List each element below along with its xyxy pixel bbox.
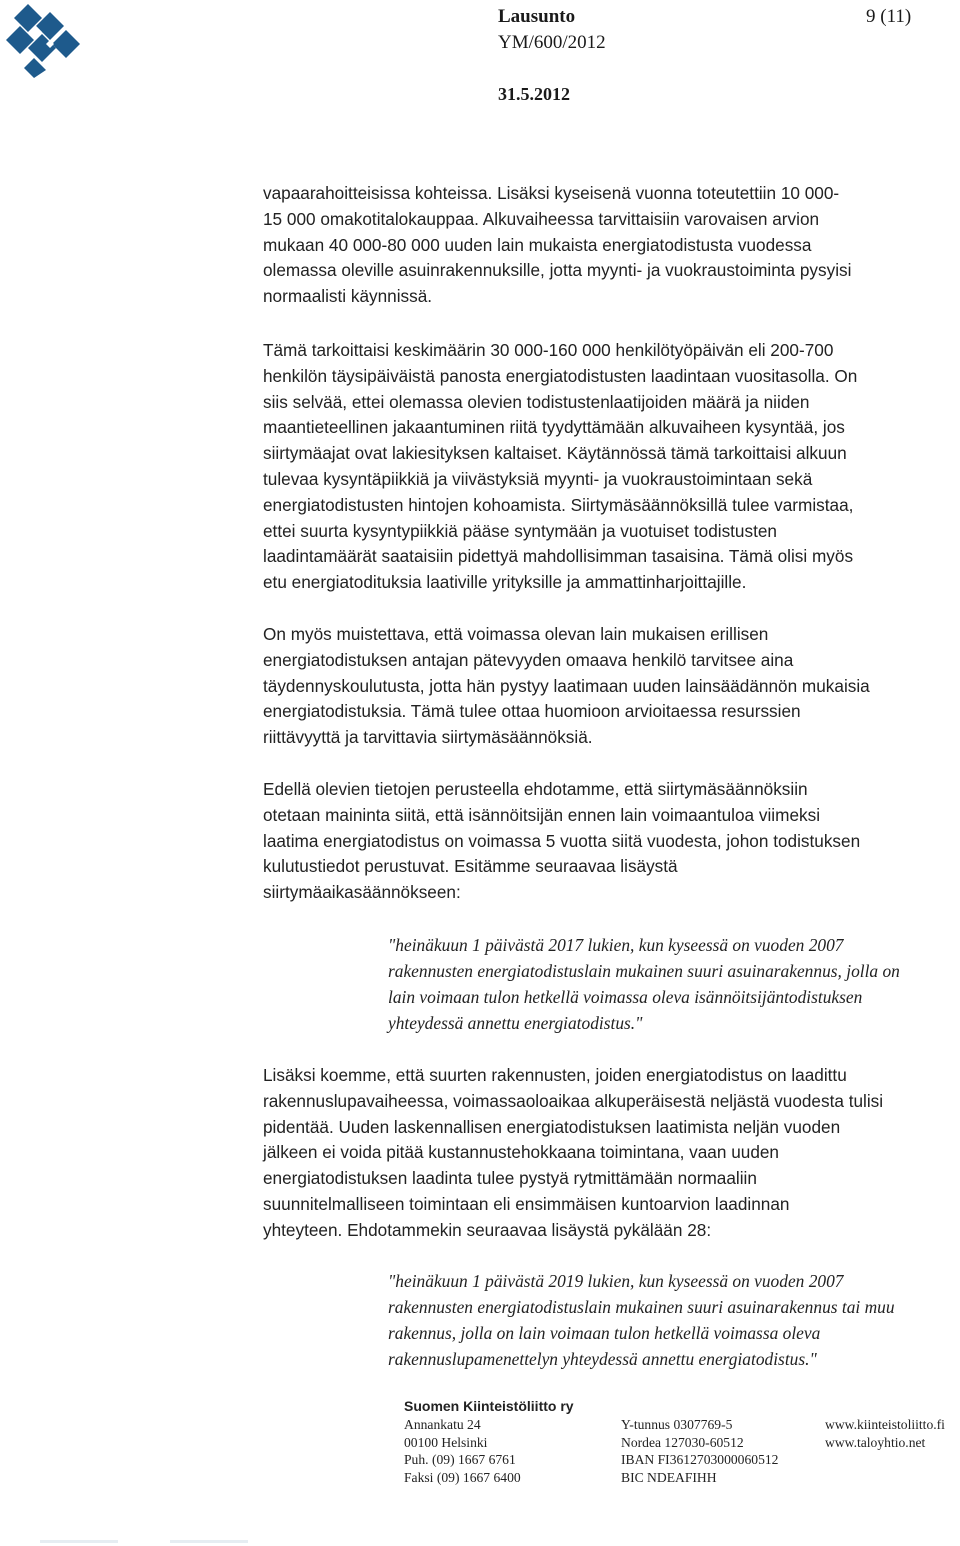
- text-line: Lisäksi koemme, että suurten rakennusten, joiden energiatodistus on laadittu: [263, 1065, 847, 1085]
- footer-line: Annankatu 24: [404, 1417, 481, 1432]
- organization-name: Suomen Kiinteistöliitto ry: [404, 1398, 574, 1414]
- text-line: riittävyyttä ja tarvittavia siirtymäsäännöksiä.: [263, 727, 593, 748]
- diamond-logo-icon: [6, 2, 82, 78]
- text-line: siis selvää, ettei olemassa olevien todistustenlaatijoiden määrä ja niiden: [263, 391, 810, 412]
- decorative-rule: [40, 1540, 118, 1543]
- paragraph-1: [263, 181, 960, 310]
- text-line: laatima energiatodistus on voimassa 5 vuotta siitä vuodesta, johon todistuksen: [263, 830, 861, 851]
- text-line: kulutustiedot perustuvat. Esitämme seuraavaa lisäystä: [263, 856, 678, 877]
- decorative-rule: [170, 1540, 248, 1543]
- text-line: siirtymäaikasäännökseen:: [263, 882, 461, 903]
- proposal-quote-2: [388, 1268, 960, 1372]
- quote-line: rakennusten energiatodistuslain mukainen suuri asuinarakennus tai muu: [388, 1297, 895, 1317]
- footer-line: Nordea 127030-60512: [621, 1434, 744, 1450]
- website-link[interactable]: www.kiinteistoliitto.fi: [825, 1417, 945, 1432]
- footer-websites: [825, 1416, 945, 1451]
- document-type: Lausunto: [498, 6, 576, 27]
- text-line: otetaan maininta siitä, että isännöitsijän ennen lain voimaantuloa viimeksi: [263, 804, 821, 825]
- text-line: 15 000 omakotitalokauppaa. Alkuvaiheessa tarvittaisiin varovaisen arvion: [263, 208, 820, 229]
- text-line: henkilön täysipäiväistä panosta energiatodistusten laadintaan vuositasolla. On: [263, 365, 858, 386]
- quote-line: yhteydessä annettu energiatodistus.": [388, 1013, 643, 1033]
- text-line: rakennuslupavaiheessa, voimassaoloaikaa alkuperäisestä neljästä vuodesta tulisi: [263, 1090, 884, 1111]
- footer-address: [404, 1416, 521, 1486]
- paragraph-5: [263, 1063, 960, 1244]
- text-line: energiatodistuksia. Tämä tulee ottaa huomioon arvioitaessa resurssien: [263, 701, 801, 722]
- paragraph-3: [263, 622, 960, 751]
- text-line: pidentää. Uuden laskennallisen energiatodistuksen laatimista neljän vuoden: [263, 1116, 841, 1137]
- paragraph-2: [263, 338, 960, 596]
- reference-number: YM/600/2012: [498, 32, 606, 53]
- text-line: Edellä olevien tietojen perusteella ehdotamme, että siirtymäsäännöksiin: [263, 779, 808, 799]
- text-line: täydennyskoulutusta, jotta hän pystyy laatimaan uuden lainsäädännön mukaisia: [263, 675, 870, 696]
- page-footer: [0, 1395, 960, 1495]
- footer-line: Puh. (09) 1667 6761: [404, 1452, 516, 1467]
- quote-line: "heinäkuun 1 päivästä 2019 lukien, kun kyseessä on vuoden 2007: [388, 1271, 844, 1291]
- text-line: normaalisti käynnissä.: [263, 286, 433, 307]
- text-line: ettei suurta kysyntypiikkiä pääse syntymään ja vuotuiset todistusten: [263, 520, 777, 541]
- paragraph-4: [263, 777, 960, 906]
- text-line: energiatodistuksen laadinta tulee pystyä rytmittämään normaaliin: [263, 1168, 757, 1189]
- text-line: suunnitelmalliseen toimintaan eli ensimmäisen kuntoarvion laadinnan: [263, 1193, 790, 1214]
- text-line: laadintamäärät saataisiin pidettyä mahdollisimman tasaisina. Tämä olisi myös: [263, 546, 854, 567]
- text-line: olemassa oleville asuinrakennuksille, jotta myynti- ja vuokraustoiminta pysyisi: [263, 260, 852, 281]
- quote-line: rakennuslupamenettelyn yhteydessä annettu energiatodistus.": [388, 1349, 817, 1369]
- footer-line: BIC NDEAFIHH: [621, 1469, 717, 1485]
- text-line: siirtymäajat ovat lakiesityksen kaltaiset. Käytännössä tämä tarkoittaisi alkuun: [263, 443, 847, 464]
- text-line: jälkeen ei voida pitää kustannustehokkaana toimintana, vaan uuden: [263, 1142, 779, 1163]
- quote-line: lain voimaan tulon hetkellä voimassa oleva isännöitsijäntodistuksen: [388, 987, 863, 1007]
- proposal-quote-1: [388, 932, 960, 1036]
- footer-bank-details: [621, 1416, 778, 1486]
- footer-line: 00100 Helsinki: [404, 1434, 488, 1450]
- website-link[interactable]: www.taloyhtio.net: [825, 1434, 926, 1450]
- text-line: yhteyteen. Ehdotammekin seuraavaa lisäystä pykälään 28:: [263, 1219, 712, 1240]
- page-number: 9 (11): [866, 6, 912, 27]
- document-date: 31.5.2012: [498, 84, 570, 104]
- text-line: Tämä tarkoittaisi keskimäärin 30 000-160 000 henkilötyöpäivän eli 200-700: [263, 340, 834, 360]
- footer-line: IBAN FI3612703000060512: [621, 1452, 779, 1467]
- text-line: tulevaa kysyntäpiikkiä ja viivästyksiä myynti- ja vuokraustoimintaan sekä: [263, 468, 813, 489]
- text-line: mukaan 40 000-80 000 uuden lain mukaista energiatodistusta vuodessa: [263, 234, 812, 255]
- quote-line: rakennusten energiatodistuslain mukainen suuri asuinarakennus, jolla on: [388, 961, 900, 981]
- text-line: maantieteellinen jakaantuminen riitä tyydyttämään alkuvaiheen kysyntää, jos: [263, 417, 845, 438]
- quote-line: "heinäkuun 1 päivästä 2017 lukien, kun kyseessä on vuoden 2007: [388, 935, 844, 955]
- text-line: energiatodistuksen antajan pätevyyden omaava henkilö tarvitsee aina: [263, 649, 794, 670]
- text-line: On myös muistettava, että voimassa olevan lain mukaisen erillisen: [263, 624, 769, 644]
- text-line: vapaarahoitteisissa kohteissa. Lisäksi kyseisenä vuonna toteutettiin 10 000-: [263, 183, 840, 203]
- text-line: energiatodistusten hintojen kohoamista. Siirtymäsäännöksillä tulee varmistaa,: [263, 494, 854, 515]
- quote-line: rakennus, jolla on lain voimaan tulon hetkellä voimassa oleva: [388, 1323, 821, 1343]
- text-line: etu energiatodituksia laativille yrityksille ja ammattinharjoittajille.: [263, 572, 747, 593]
- footer-line: Y-tunnus 0307769-5: [621, 1417, 733, 1432]
- footer-line: Faksi (09) 1667 6400: [404, 1469, 521, 1485]
